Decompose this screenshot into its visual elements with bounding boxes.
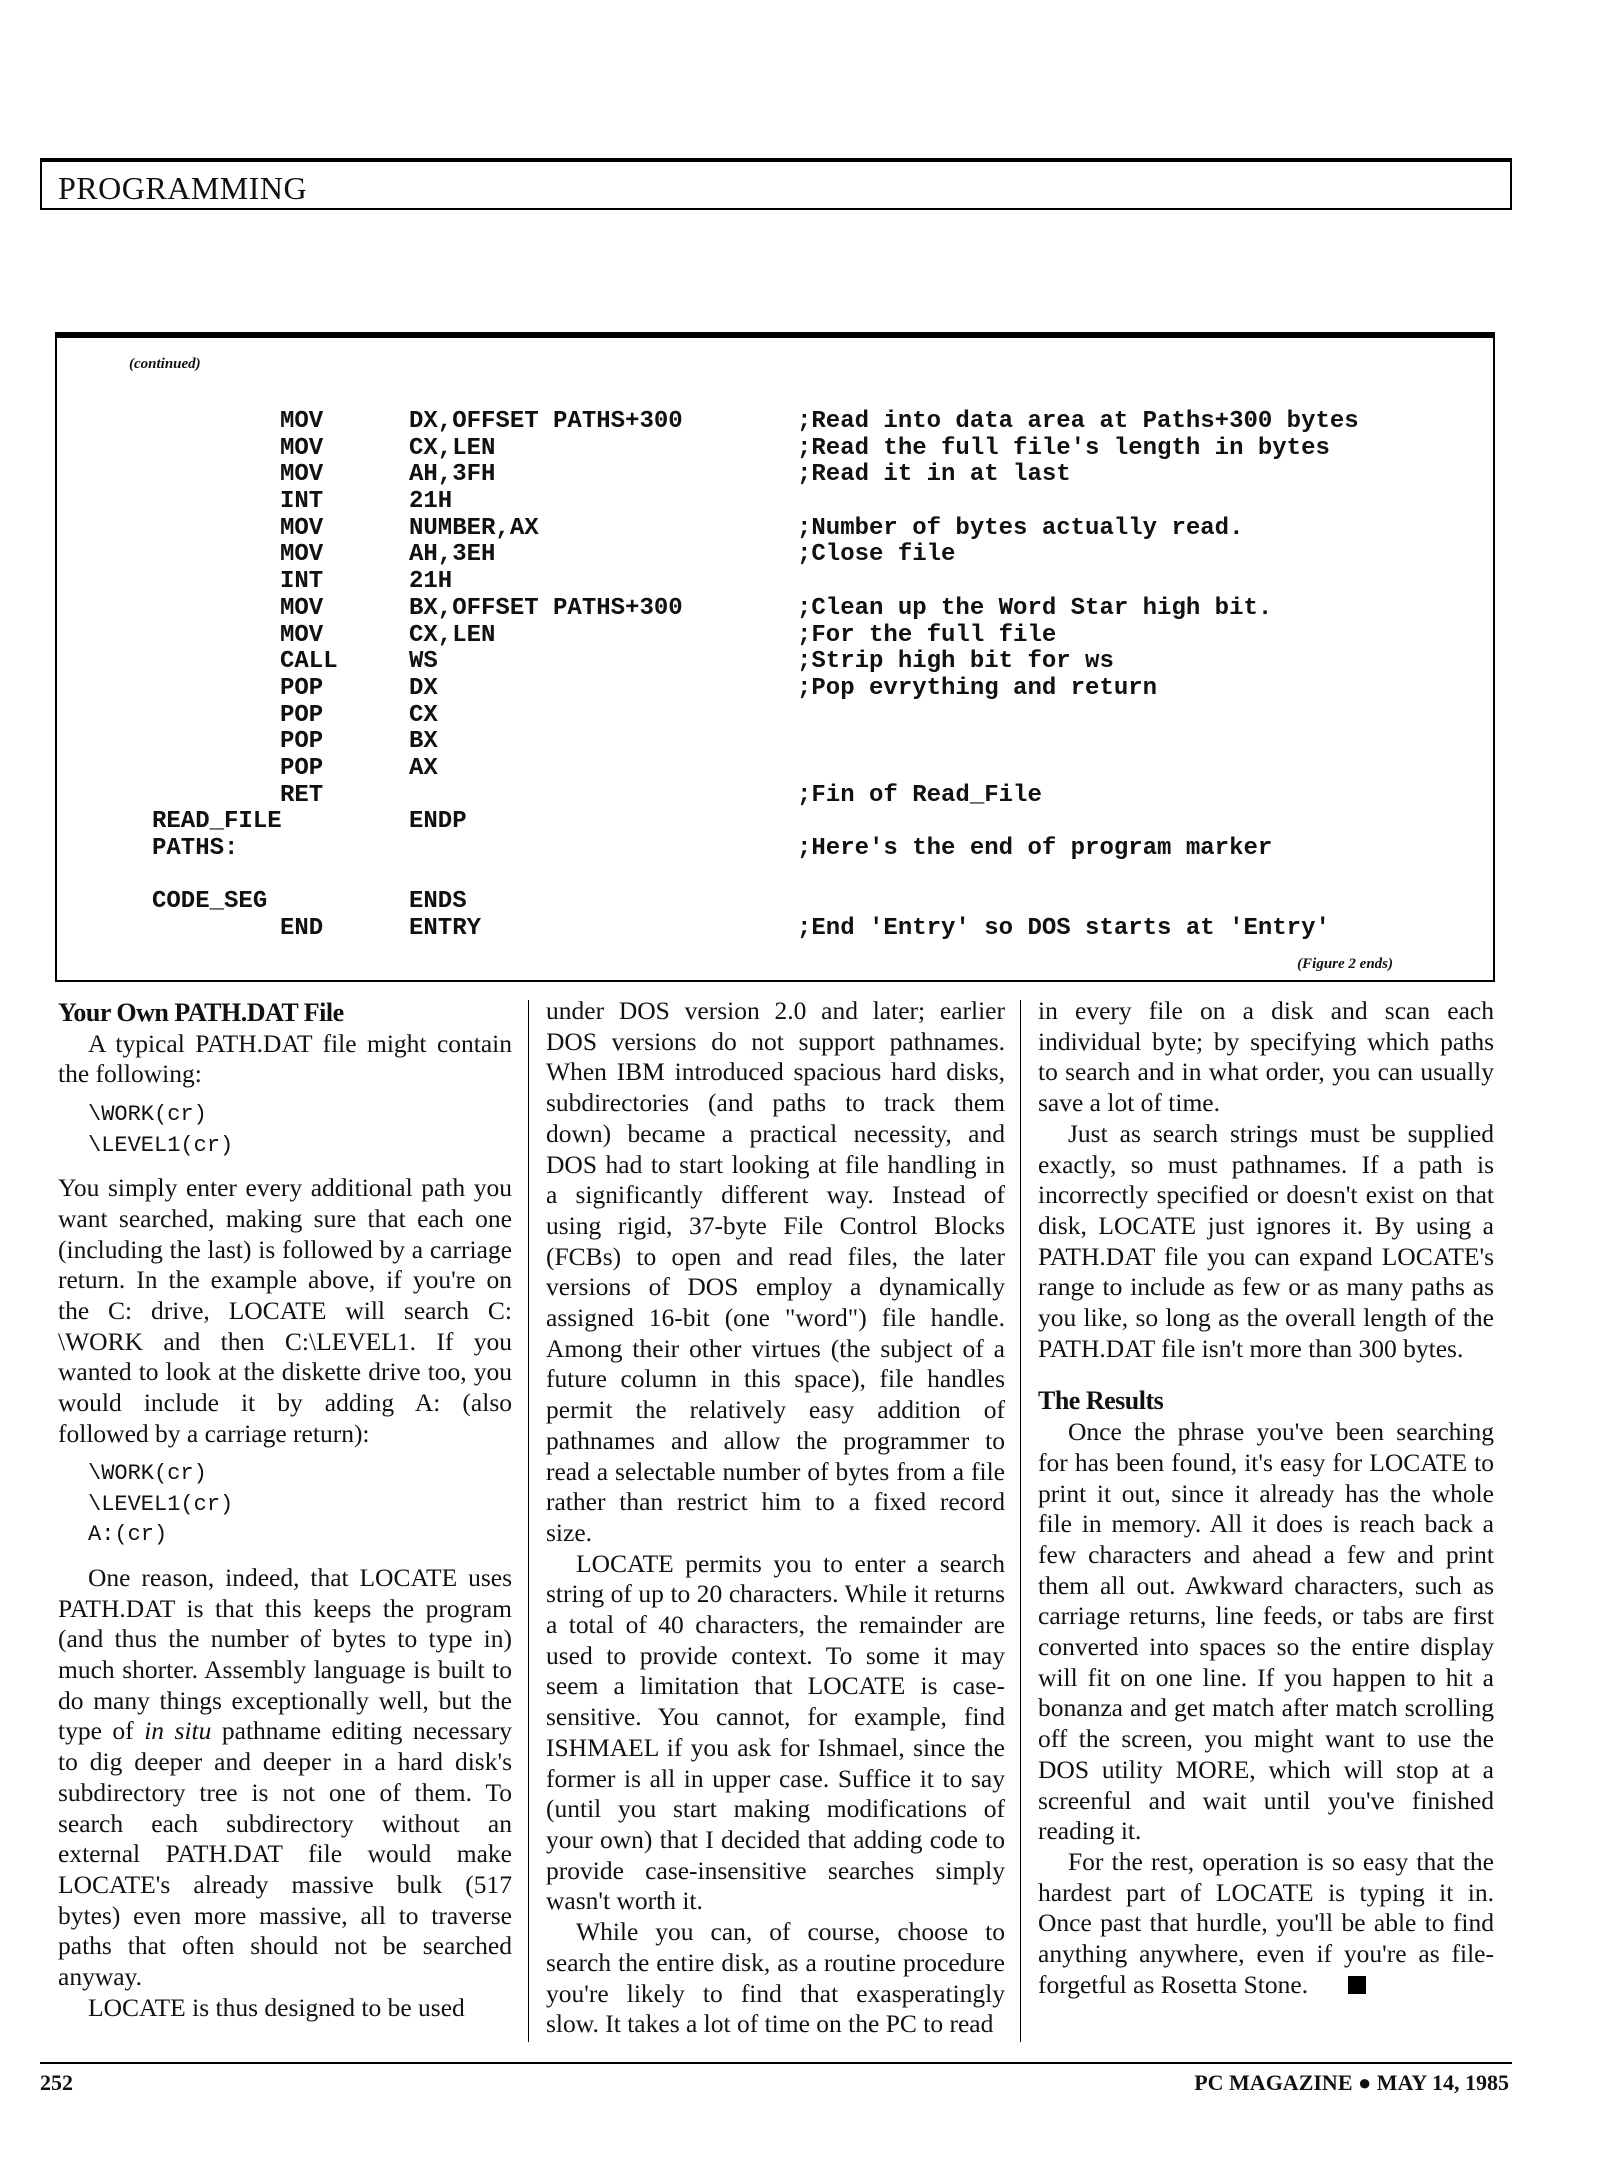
code-line	[57, 915, 1493, 942]
text-run: One reason, indeed, that LOCATE uses PATH.DAT is that this keeps the program (and thus the number of bytes to type in) much shorter. Assembly language is built to do many things exceptionally well, but the type of	[58, 1562, 512, 1746]
code-operand: NUMBER,AX	[409, 514, 539, 542]
code-example-line: \WORK(cr)	[88, 1461, 207, 1487]
column-divider	[528, 1000, 529, 2042]
code-opcode: MOV	[280, 408, 324, 435]
code-operand: CX,LEN	[409, 621, 496, 649]
code-operand: AX	[409, 754, 438, 782]
code-example	[88, 1100, 512, 1161]
code-operand: 21H	[409, 568, 453, 596]
code-opcode: POP	[280, 728, 324, 756]
page-number: 252	[40, 2070, 73, 2095]
code-line	[57, 622, 1493, 649]
column-divider	[1020, 1000, 1021, 2042]
paragraph-continued: in every file on a disk and scan each individual byte; by specifying which paths to search and in what order, you can usually save a lot of time.	[1038, 996, 1494, 1118]
paragraph: A typical PATH.DAT file might contain the following:	[58, 1028, 512, 1089]
code-example-line: A:(cr)	[88, 1522, 168, 1548]
footer-rule	[40, 2062, 1512, 2064]
code-comment: ;Pop evrything and return	[797, 674, 1158, 702]
code-comment: ;Read it in at last	[797, 461, 1071, 489]
code-opcode: INT	[280, 488, 324, 516]
paragraph: LOCATE permits you to enter a search string of up to 20 characters. While it returns a total of 40 characters, the remainder are used to provide context. To some it may seem a limitation that LOCATE is case-sensitive. You cannot, for example, find ISHMAEL if you ask for Ishmael, since the former is all in upper case. Suffice it to say (until you start making modifications of your own) that I decided that adding code to provide case-insensitive searches simply wasn't worth it.	[546, 1548, 1005, 1916]
code-opcode: POP	[280, 701, 324, 729]
code-opcode: MOV	[280, 541, 324, 569]
code-line	[57, 435, 1493, 462]
code-example	[88, 1459, 512, 1551]
code-comment: ;Close file	[797, 541, 956, 569]
code-line	[57, 595, 1493, 622]
code-label: CODE_SEG	[152, 888, 268, 916]
code-operand: ENTRY	[409, 915, 482, 943]
code-opcode: MOV	[280, 514, 324, 542]
code-opcode: CALL	[280, 648, 338, 676]
code-operand: DX	[409, 674, 438, 702]
section-heading: Your Own PATH.DAT File	[58, 998, 344, 1027]
continued-note: (continued)	[129, 356, 201, 372]
code-line	[57, 568, 1493, 595]
article-column-2	[546, 996, 1005, 2048]
code-operand: ENDS	[409, 888, 467, 916]
code-operand: WS	[409, 648, 438, 676]
code-line	[57, 782, 1493, 809]
paragraph: LOCATE is thus designed to be used	[88, 1992, 465, 2022]
code-line	[57, 888, 1493, 915]
paragraph	[58, 1563, 512, 1993]
code-label: PATHS:	[152, 835, 239, 862]
code-operand: CX,LEN	[409, 434, 496, 462]
paragraph-continued: under DOS version 2.0 and later; earlier DOS versions do not support pathnames. When IBM introduced spacious hard disks, subdirectories (and paths to track them down) became a practical necessity, and DOS had to start looking at file handling in a significantly different way. Instead of using rigid, 37-byte File Control Blocks (FCBs) to open and read files, the later versions of DOS employ a dynamically assigned 16-bit (one "word") file handle. Among their other virtues (the subject of a future column in this space), file handles permit the relatively easy addition of pathnames and allow the programmer to read a selectable number of bytes from a file rather than restrict him to a fixed record size.	[546, 996, 1005, 1547]
emphasis-text: in situ	[144, 1716, 212, 1746]
code-comment: ;End 'Entry' so DOS starts at 'Entry'	[797, 915, 1330, 943]
code-opcode: POP	[280, 674, 324, 702]
code-example-line: \LEVEL1(cr)	[88, 1132, 234, 1158]
code-opcode: END	[280, 915, 324, 943]
code-comment: ;Read into data area at Paths+300 bytes	[797, 408, 1359, 435]
code-label: READ_FILE	[152, 808, 282, 836]
section-header-bar	[40, 158, 1512, 210]
code-line	[57, 702, 1493, 729]
code-line	[57, 675, 1493, 702]
code-operand: BX,OFFSET PATHS+300	[409, 594, 683, 622]
code-line	[57, 862, 1493, 889]
code-operand: 21H	[409, 488, 453, 516]
code-example-line: \WORK(cr)	[88, 1102, 207, 1128]
article-column-1	[58, 996, 512, 2048]
code-comment: ;Here's the end of program marker	[797, 835, 1273, 862]
article-column-3	[1038, 996, 1494, 2048]
code-opcode: POP	[280, 754, 324, 782]
paragraph: Once the phrase you've been searching for has been found, it's easy for LOCATE to print it out, since it already has the whole file in memory. All it does is reach back a few characters and ahead a few and print them all out. Awkward characters, such as carriage returns, line feeds, or tabs are first converted into spaces so the entire display will fit on one line. If you happen to hit a bonanza and get match after match scrolling off the screen, you might want to use the DOS utility MORE, which will stop at a screenful and wait until you've finished reading it.	[1038, 1417, 1494, 1846]
code-opcode: INT	[280, 568, 324, 596]
code-line	[57, 755, 1493, 782]
code-comment: ;Fin of Read_File	[797, 781, 1042, 809]
text-run: pathname editing necessary to dig deeper and deeper in a hard disk's subdirectory tree is not one of them. To search each subdirectory without an external PATH.DAT file would make LOCATE's already massive bulk (517 bytes) even more massive, all to traverse paths that often should not be searched anyway.	[58, 1716, 512, 1992]
code-opcode: MOV	[280, 621, 324, 649]
paragraph: Just as search strings must be supplied exactly, so must pathnames. If a path is incorrectly specified or doesn't exist on that disk, LOCATE just ignores it. By using a PATH.DAT file you can expand LOCATE's range to include as few or as many paths as you like, so long as the overall length of the PATH.DAT file isn't more than 300 bytes.	[1038, 1118, 1494, 1363]
code-comment: ;Number of bytes actually read.	[797, 514, 1244, 542]
code-comment: ;Read the full file's length in bytes	[797, 434, 1330, 462]
code-example-line: \LEVEL1(cr)	[88, 1491, 234, 1517]
code-line	[57, 835, 1493, 862]
code-operand: DX,OFFSET PATHS+300	[409, 408, 683, 435]
code-listing-figure	[55, 332, 1495, 982]
code-opcode: RET	[280, 781, 324, 809]
publication-line: PC MAGAZINE ● MAY 14, 1985	[1194, 2070, 1509, 2095]
code-opcode: MOV	[280, 461, 324, 489]
code-line	[57, 515, 1493, 542]
code-comment: ;For the full file	[797, 621, 1057, 649]
code-line	[57, 488, 1493, 515]
code-operand: CX	[409, 701, 438, 729]
code-opcode: MOV	[280, 594, 324, 622]
code-line	[57, 808, 1493, 835]
code-line	[57, 728, 1493, 755]
section-heading: The Results	[1038, 1386, 1164, 1416]
code-opcode: MOV	[280, 434, 324, 462]
code-operand: AH,3EH	[409, 541, 496, 569]
code-comment: ;Strip high bit for ws	[797, 648, 1114, 676]
figure-end-note: (Figure 2 ends)	[1297, 956, 1393, 972]
code-line	[57, 461, 1493, 488]
paragraph: You simply enter every additional path you want searched, making sure that each one (including the last) is followed by a carriage return. In the example above, if you're on the C: drive, LOCATE will search C: \WORK and then C:\LEVEL1. If you wanted to look at the diskette drive too, you would include it by adding A: (also followed by a carriage return):	[58, 1173, 512, 1448]
code-comment: ;Clean up the Word Star high bit.	[797, 594, 1273, 622]
end-of-article-mark	[1348, 1976, 1366, 1994]
code-line	[57, 648, 1493, 675]
code-operand: BX	[409, 728, 438, 756]
paragraph: While you can, of course, choose to search the entire disk, as a routine procedure you're likely to find that exasperatingly slow. It takes a lot of time on the PC to read	[546, 1917, 1005, 2039]
code-operand: AH,3FH	[409, 461, 496, 489]
code-line	[57, 408, 1493, 435]
code-operand: ENDP	[409, 808, 467, 836]
code-line	[57, 541, 1493, 568]
paragraph: For the rest, operation is so easy that the hardest part of LOCATE is typing it in. Once past that hurdle, you'll be able to find anything anywhere, even if you're as file-forgetful as Rosetta Stone.	[1038, 1846, 1494, 1999]
section-title: PROGRAMMING	[58, 170, 308, 206]
code-lines	[57, 408, 1493, 942]
